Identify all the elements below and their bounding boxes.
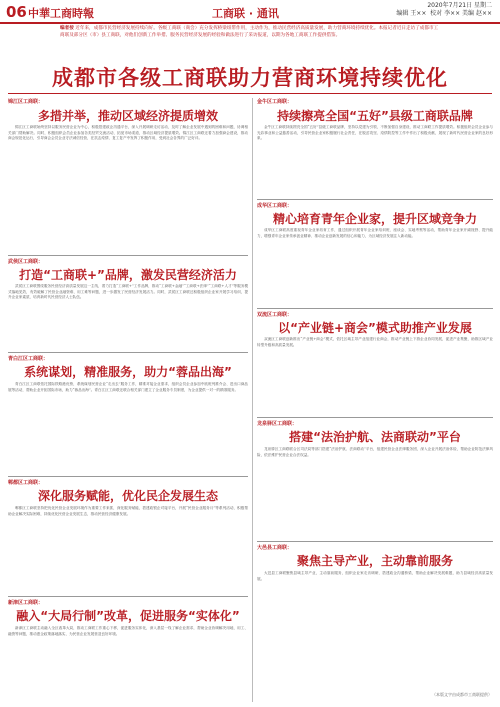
article-body: 锦江区工商联始终坚持以服务民营企业为中心，积极搭建政企沟通平台，深入开展调研走访活动，及时了解企业发展中遇到的困难和问题，协调相关部门帮助解决。同时，积极组织会员企业参加各类经贸交流活动，拓宽市场渠道，推动区域经济提质增效。锦江区工商联还着力加强商会建设，推动商会规范化运行，引导商会会员企业守法诚信经营，在抗击疫情、复工复产中发挥了积极作用，受到社会各界的广泛好评。 bbox=[8, 125, 248, 141]
article-unit: 龙泉驿区工商联： bbox=[257, 421, 298, 427]
article-unit: 双流区工商联： bbox=[257, 312, 293, 318]
editor-note-text: 近年来，成都市民营经济发展持续向好。各级工商联（商会）充分发挥桥梁纽带作用，主动作为，推动民营经济高质量发展，助力营商环境持续优化。本报记者近日走访了成都市工商联及部分区（市）县工商联，对他们创新工作举措、服务民营经济发展的经验和做法进行了采访报道，以期为各地工商联工作提供借鉴。 bbox=[60, 26, 439, 38]
article-unit: 成华区工商联： bbox=[257, 203, 293, 209]
article-title: 搭建“法治护航、法商联动”平台 bbox=[289, 430, 461, 444]
column-divider bbox=[252, 98, 253, 702]
article-body: 青白江区工商联依托国际铁路港优势，系统谋划民营企业“走出去”服务工作，精准对接企业需求，组织会员企业参加中欧班列推介会、进出口商品展等活动，帮助企业开拓国际市场，助力“蓉品出海”。青白江区工商联还联合相关部门建立了企业服务专员制度，为企业提供一对一的精准服务。 bbox=[8, 382, 248, 392]
section-name: 工商联 · 通讯 bbox=[212, 7, 279, 20]
newspaper-name: 中華工商時報 bbox=[28, 7, 94, 20]
article-unit: 武侯区工商联： bbox=[8, 259, 44, 265]
article-body: 大邑县工商联聚焦县域主导产业，主动靠前服务，组织企业家走访调研，搭建政企沟通桥梁，帮助企业解决发展难题，助力县域经济高质量发展。 bbox=[257, 571, 493, 581]
article-body: 武侯区工商联围绕服务民营经济高质量发展这一主线，着力打造“工商联+”工作品牌，推动“工商联+金融”“工商联+法律”“工商联+人才”等服务模式落地见效，有效破解了民营企业融资难、用工难等问题，进一步激发了民营经济发展活力。同时，武侯区工商联还积极组织企业家开展学习培训，提升企业家素质，培育新时代民营经济人士队伍。 bbox=[8, 284, 248, 300]
article-body: 郫都区工商联坚持把优化民营企业发展环境作为重要工作来抓，深化服务赋能，搭建政银企对接平台，开展“民营企业服务月”等系列活动，积极帮助企业解决实际困难，持续优化民营企业发展生态，推动民营经济健康发展。 bbox=[8, 506, 248, 516]
article-body: 成华区工商联高度重视青年企业家培育工作，通过组织开展青年企业家培训班、座谈会、实地考察等活动，帮助青年企业家开阔视野、提升能力，增强青年企业家传承创业精神、推动企业创新发展的信心和能力，为区域经济发展注入新动能。 bbox=[257, 228, 493, 238]
page-headline: 成都市各级工商联助力营商环境持续优化 bbox=[52, 66, 448, 90]
divider bbox=[257, 308, 493, 309]
article-title: 系统谋划，精准服务，助力“蓉品出海” bbox=[24, 365, 232, 379]
article-body: 龙泉驿区工商联联合区司法局等部门搭建“法治护航、法商联动”平台，组建民营企业法律服务团，深入企业开展法治体检，帮助企业防范法律风险，依法维护民营企业合法权益。 bbox=[257, 447, 493, 457]
article-unit: 金牛区工商联： bbox=[257, 99, 293, 105]
article-title: 持续擦亮全国“五好”县级工商联品牌 bbox=[277, 109, 473, 123]
divider bbox=[8, 476, 248, 477]
article-title: 打造“工商联+”品牌，激发民营经济活力 bbox=[19, 268, 237, 282]
divider bbox=[257, 199, 493, 200]
dateline: 2020年7月21日 星期二 编辑 王×× 校对 李×× 美编 赵×× bbox=[396, 2, 492, 17]
article-title: 多措并举，推动区域经济提质增效 bbox=[37, 109, 218, 123]
article-unit: 大邑县工商联： bbox=[257, 545, 293, 551]
page-number: 06 bbox=[6, 3, 27, 21]
divider bbox=[257, 417, 493, 418]
divider bbox=[8, 352, 248, 353]
divider bbox=[8, 596, 248, 597]
editor-note bbox=[60, 25, 440, 39]
article-body: 双流区工商联创新推出“产业链+商会”模式，依托区域主导产业组建行业商会，推动产业链上下游企业协同发展，促进产业集聚，助推区域产业转型升级和高质量发展。 bbox=[257, 337, 493, 347]
article-title: 深化服务赋能，优化民企发展生态 bbox=[37, 489, 218, 503]
article-title: 以“产业链+商会”模式助推产业发展 bbox=[278, 321, 472, 335]
article-unit: 青白江区工商联： bbox=[8, 356, 49, 362]
article-body: 新津区工商联主动融入全区改革大局，推动工商联工作重心下移，促进服务实体化，深入基层一线了解企业需求，帮助企业协调解决用地、用工、融资等问题，推动惠企政策落地落实，为民营企业发展营造良好环境。 bbox=[8, 626, 248, 636]
article-body: 金牛区工商联持续擦亮全国“五好”县级工商联品牌，坚持以党建为引领，不断加强自身建设，推动工商联工作提质增效。积极组织会员企业参与光彩事业和公益慈善活动，引导民营企业家积极履行社会责任，在脱贫攻坚、疫情防控等工作中作出了积极贡献，展现了新时代民营企业家的良好形象。 bbox=[257, 125, 493, 141]
article-title: 融入“大局行制”改革，促进服务“实体化” bbox=[16, 609, 240, 623]
article-unit: 锦江区工商联： bbox=[8, 99, 44, 105]
footer-note: （本版文字由成都市工商联提供） bbox=[432, 692, 492, 697]
headline-rule bbox=[8, 93, 492, 94]
editor-note-label: 编者按 bbox=[60, 26, 74, 31]
page-header bbox=[0, 0, 500, 24]
article-title: 聚焦主导产业，主动靠前服务 bbox=[296, 554, 453, 568]
divider bbox=[257, 541, 493, 542]
article-title: 精心培育青年企业家，提升区域竞争力 bbox=[272, 212, 477, 226]
divider bbox=[8, 255, 248, 256]
article-unit: 郫都区工商联： bbox=[8, 480, 44, 486]
article-unit: 新津区工商联： bbox=[8, 600, 44, 606]
